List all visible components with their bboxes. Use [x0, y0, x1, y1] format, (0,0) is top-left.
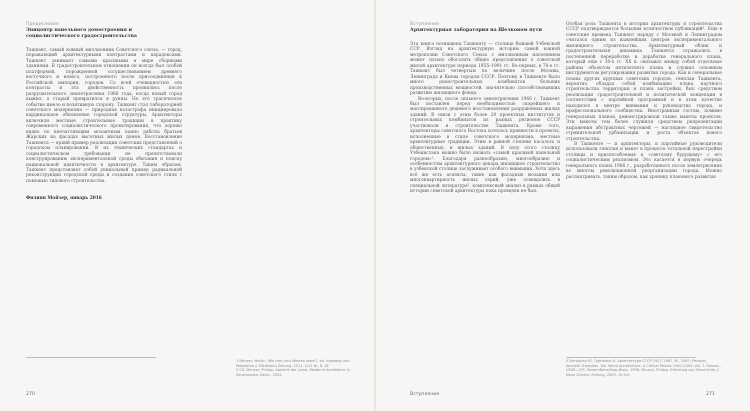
right-footnote-3: 3 Бетарова Ю. Гриненко Н. Архитектура СССР 1917–1987. М., 1987; Pevsner, Kenneth Frampton. Vol. World Architecture. A Critical Mosaic 1900–2000. Vol. 7. Russia—USSR—CIS. Пенин/Вена/Нью-Йорк, 1998; Meuser, Philipp. Erfindung von Geschichte // Neue Zürcher Zeitung, 2003. 19 Oct.: [566, 359, 722, 378]
introduction-paragraph: Особая роль Ташкента в истории архитектуры и строительства СССР подтверждается большим количеством публикаций³. Еще в советские времена Ташкент наряду с Москвой и Ленинградом считался одним из важнейших центров экспериментального жилищного строительства. Архитектурный облик и градостроительная динамика Ташкента отражались в постепенной переработке и доработке генерального плана, который еще с 30-х гг. XX в. связывал между собой отдельные районы объектом пятилетнего плана и служил основным инструментом регулирования развития города. Как и генеральные планы других крупных советских городов, генплан Ташкента, вероятно, обладал собой комбинацию плана научного строительства территории и плана застройки, был средством реализации градостроительной и политической концепции в соответствии с партийной программой и в этом качестве находился в центре внимания и руководства города, и профессионального сообщества. Иностранным гостям, помимо генеральных планов, демонстрировали также макеты проектов. Эти макеты тем более служили средством репрезентации выражения абстрактных чертежей — наглядное свидетельство стремительной урбанизации и роста объектов нового строительства.: [566, 22, 722, 142]
right-page-number: 271: [706, 392, 715, 397]
introduction-paragraph: Эта книга посвящена Ташкенту — столице бывшей Узбекской ССР. Взгляд на архитектурную историю самой южной метрополии Советского Союза с миллионным населением может сильно обогатить общее представление о советской жилой архитектуре периода 1955–1991 гг. Во-первых, в 70-е гг. Ташкент был четвертым по величине после Москвы, Ленинграда и Киева городом СССР. Поэтому в Ташкенте было много домостроительных комбинатов больших производственных мощностей, значительно способствовавших развитию жилищного фонда.: [410, 42, 560, 97]
left-footnote-1: 1 Meuser, Martin. Wie man den Westen lesen?, ed. Ingeborg und Madeleine // Städtebau Zeitung, 2011. 1/11 Nr. 8, 16: [236, 359, 350, 368]
preface-heading: Эпицентр панельного домостроения и социалистического градостроительства: [26, 28, 137, 39]
right-footnote-rule: [566, 357, 696, 358]
introduction-column-1: [410, 22, 560, 195]
left-footnote-2: 2 Cit. Meuser, Philipp. Ästhetik der Leere, Moderne Architektur in Zentralasien. Berlin, 2002.: [236, 368, 350, 378]
introduction-heading: Архитектурная лаборатория на Шелковом пути: [410, 28, 542, 33]
left-footnote-rule: [26, 357, 156, 358]
preface-section-label: Предисловие: [26, 22, 59, 27]
right-footer-label: Вступление: [410, 392, 440, 397]
introduction-section-label: Вступление: [410, 22, 440, 27]
right-footnotes: [566, 359, 722, 378]
preface-paragraph: Ташкент, самый южный миллионник Советского союза, — город, поражающий архитектурными контрастами и парадоксами. Ташкент занимает самыми красивыми в мире сборными зданиями. В градостроительном отношении он всегда был особой платформой, порожденной сосуществованием древнего восточного и нового, построенного после присоединения к Российской империи, городов. Со всей очевидностью эти контрасты и эта двойственность проявились после разрушительного землетрясения 1966 года, когда новый город выжил, а старый превратился в руины. Но это трагическое событие имело и позитивную сторону. Ташкент стал лабораторией советского модернизма — природная катастрофа инициировала кардинальное обновление городской структуры. Архитекторы включили местные строительные традиции в практику современного социалистического проектирования, что хорошо видно по впечатляющим мозаичным панно работы братьев Жарских на фасадах высотных жилых домов. Восстановление Ташкента — яркий пример реализации советских представлений о городском планировании. В их технических стандартах и социалистическом требовании не препятствовали конструированию экспериментальной среды обитания и поиску национальной идентичности в архитектуре. Таким образом, Ташкент представляет собой уникальный пример радикальной реконструкции городской среды и создания советского стиля с помощью типового строительства.: [26, 48, 182, 184]
left-page-number: 270: [26, 392, 35, 397]
left-footnotes: [236, 359, 360, 378]
introduction-column-2: [566, 22, 722, 180]
preface-signature: Филипп Мойзер, январь 2016: [26, 196, 102, 202]
introduction-paragraph: В Ташкенте — и архитекторы, и партийные руководители использовали генплан и макет в процессе тотальной перестройки столицы и приспособления к «светлому будущему» с его социалистическим реализмом. Это касается в первую очередь генерального плана 1966 г., разработанного после землетрясения во многом революционной реорганизации города. Можно рассматривать, таким образом, как хронику планового развития: [566, 141, 722, 180]
preface-column: [26, 22, 182, 202]
introduction-paragraph: Во-вторых, после сильного землетрясения 1966 г. Ташкент был поставлен перед необходимостью скорейшего и массированного дешевого восстановления разрушенных жилых зданий. В связи с этим более 20 проектных институтов и строительных комбинатов из разных регионов СССР участвовали в строительстве Ташкента. Кроме того, архитекторы советского Востока хотелось привнести в проекты, исполненные в стиле советского модернизма, местные архитектурные традиции. Этим в равной степени касалось и общественных, и жилых зданий. В силу этого столицу Узбекистана можно было назвать «самой красивой панельной городом»¹. Благодаря разнообразию, многообразию и особенностям архитектурного декора жилищное строительство в узбекской столице заслуживает особого внимания. Хотя здесь всё же есть аспекты, такие как фасадные мозаики или многоквартирность жилых серий, уже освещались в специальной литературе², комплексный анализ в рамках общей истории советской архитектуры пока проведен не был.: [410, 96, 560, 195]
